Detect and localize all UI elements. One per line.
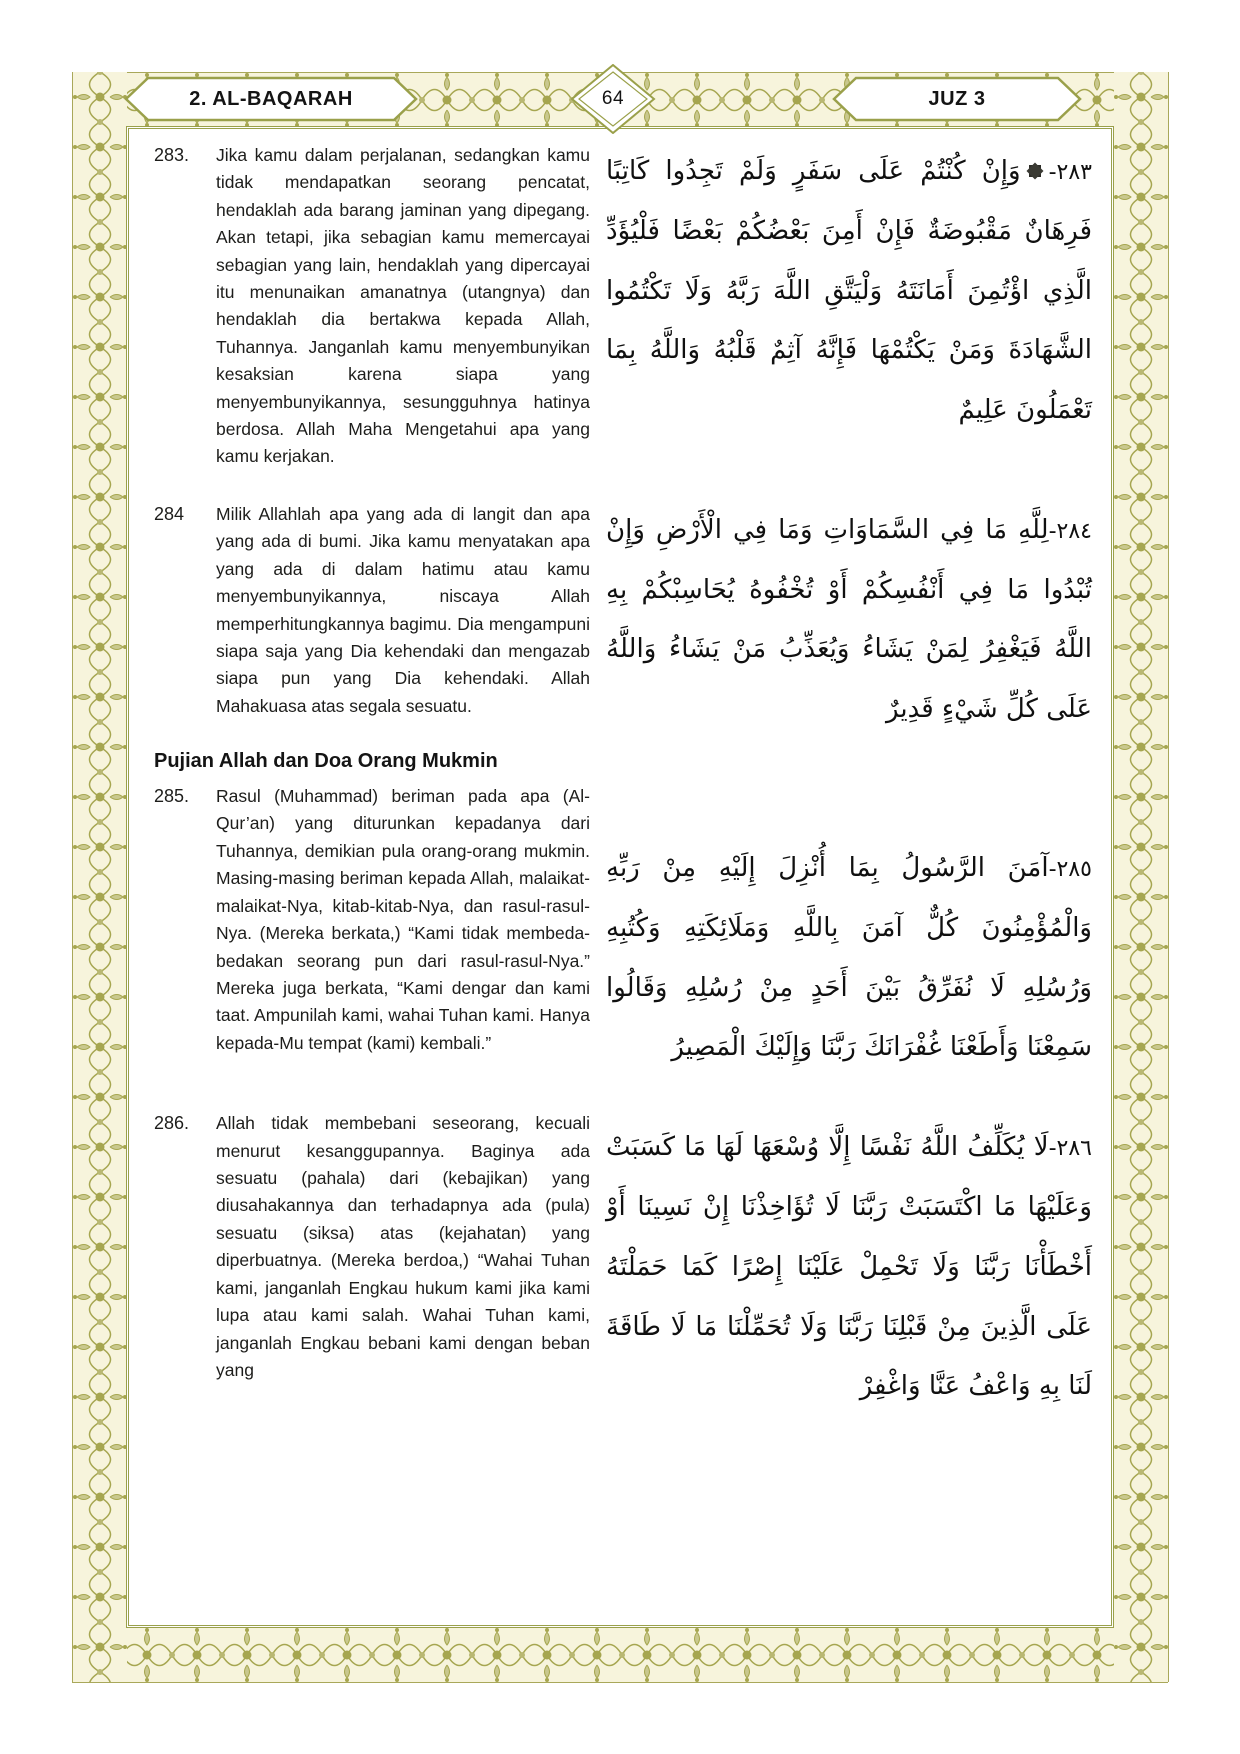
- juz-label: JUZ 3: [928, 87, 986, 110]
- verse-284-arabic-text: لِلَّهِ مَا فِي السَّمَاوَاتِ وَمَا فِي الْأَرْضِ وَإِنْ تُبْدُوا مَا فِي أَنْفُسِكُمْ أَوْ تُخْفُوهُ يُحَاسِبْكُمْ بِهِ اللَّهُ فَيَغْفِرُ لِمَنْ يَشَاءُ وَيُعَذِّبُ مَنْ يَشَاءُ وَاللَّهُ عَلَى كُلِّ شَيْءٍ قَدِيرٌ: [606, 514, 1092, 725]
- verse-286-row: [154, 1110, 1092, 1417]
- verse-283-number: 283.: [154, 145, 190, 165]
- verse-285-number: 285.: [154, 786, 190, 807]
- verse-284-translation: Milik Allahlah apa yang ada di langit dan apa yang ada di bumi. Jika kamu menyatakan apa yang ada di dalam hatimu atau kamu menyembunyikannya, niscaya Allah memperhitungkannya bagimu. Dia mengampuni siapa saja yang Dia kehendaki dan mengazab siapa pun yang Dia kehendaki. Allah Mahakuasa atas segala sesuatu.: [216, 503, 590, 716]
- page-content: [132, 132, 1108, 1622]
- verse-286-arabic-number: ٢٨٦-: [1048, 1136, 1092, 1162]
- verse-283-arabic-number: ٢٨٣-: [1048, 160, 1092, 185]
- verse-285-row: [154, 783, 1092, 1078]
- verse-286-arabic-text: لَا يُكَلِّفُ اللَّهُ نَفْسًا إِلَّا وُسْعَهَا لَهَا مَا كَسَبَتْ وَعَلَيْهَا مَا اكْتَسَبَتْ رَبَّنَا لَا تُؤَاخِذْنَا إِنْ نَسِينَا أَوْ أَخْطَأْنَا رَبَّنَا وَلَا تَحْمِلْ عَلَيْنَا إِصْرًا كَمَا حَمَلْتَهُ عَلَى الَّذِينَ مِنْ قَبْلِنَا رَبَّنَا وَلَا تُحَمِّلْنَا مَا لَا طَاقَةَ لَنَا بِهِ وَاعْفُ عَنَّا وَاغْفِرْ: [606, 1132, 1092, 1402]
- verse-286-arabic: [602, 1110, 1092, 1417]
- verse-284-row: [154, 501, 1092, 740]
- surah-badge: [124, 76, 418, 122]
- ornament-border-left: [72, 72, 127, 1682]
- rub-el-hizb-icon: [1028, 164, 1042, 178]
- verse-285-arabic: [602, 783, 1092, 1078]
- juz-badge: [832, 76, 1082, 122]
- verse-283-row: [154, 142, 1092, 471]
- page-number-badge: [570, 64, 656, 134]
- verse-284-arabic-number: ٢٨٤-: [1048, 518, 1092, 544]
- verse-285-translation: Rasul (Muhammad) beriman pada apa (Al-Qur’an) yang diturunkan kepadanya dari Tuhannya, demikian pula orang-orang mukmin. Masing-masing beriman kepada Allah, malaikat-malaikat-Nya, kitab-kitab-Nya, dan rasul-rasul-Nya. (Mereka berkata,) “Kami tidak membeda-bedakan seorang pun dari rasul-rasul-Nya.” Mereka juga berkata, “Kami dengar dan kami taat. Ampunilah kami, wahai Tuhan kami. Hanya kepada-Mu tempat (kami) kembali.”: [216, 786, 590, 1053]
- verse-283-arabic: [602, 142, 1092, 471]
- verse-285-arabic-text: آمَنَ الرَّسُولُ بِمَا أُنْزِلَ إِلَيْهِ مِنْ رَبِّهِ وَالْمُؤْمِنُونَ كُلٌّ آمَنَ بِاللَّهِ وَمَلَائِكَتِهِ وَكُتُبِهِ وَرُسُلِهِ لَا نُفَرِّقُ بَيْنَ أَحَدٍ مِنْ رُسُلِهِ وَقَالُوا سَمِعْنَا وَأَطَعْنَا غُفْرَانَكَ رَبَّنَا وَإِلَيْكَ الْمَصِيرُ: [606, 853, 1092, 1063]
- verse-285-arabic-number: ٢٨٥-: [1048, 857, 1092, 883]
- page-number: 64: [601, 88, 625, 109]
- verse-286-translation: Allah tidak membebani seseorang, kecuali menurut kesanggupannya. Baginya ada sesuatu (pahala) dari (kebajikan) yang diusahakannya dan terhadapnya ada (pula) sesuatu (siksa) atas (kejahatan) yang diperbuatnya. (Mereka berdoa,) “Wahai Tuhan kami, janganlah Engkau hukum kami jika kami lupa atau kami salah. Wahai Tuhan kami, janganlah Engkau bebani kami dengan beban yang: [216, 1113, 590, 1380]
- verse-284-number: 284: [154, 503, 185, 524]
- section-heading: Pujian Allah dan Doa Orang Mukmin: [154, 750, 498, 773]
- ornament-border-right: [1114, 72, 1169, 1682]
- ornament-border-bottom: [72, 1628, 1168, 1683]
- verse-284-arabic: [602, 501, 1092, 740]
- verse-283-translation: Jika kamu dalam perjalanan, sedangkan kamu tidak mendapatkan seorang pencatat, hendaklah ada barang jaminan yang dipegang. Akan tetapi, jika sebagian kamu memercayai sebagian yang lain, hendaklah yang dipercayai itu menunaikan amanatnya (utangnya) dan hendaklah dia bertakwa kepada Allah, Tuhannya. Janganlah kamu menyembunyikan kesaksian karena siapa yang menyembunyikannya, sesungguhnya hatinya berdosa. Allah Maha Mengetahui apa yang kamu kerjakan.: [216, 145, 590, 467]
- verse-283-arabic-text: وَإِنْ كُنْتُمْ عَلَى سَفَرٍ وَلَمْ تَجِدُوا كَاتِبًا فَرِهَانٌ مَقْبُوضَةٌ فَإِنْ أَمِنَ بَعْضُكُمْ بَعْضًا فَلْيُؤَدِّ الَّذِي اؤْتُمِنَ أَمَانَتَهُ وَلْيَتَّقِ اللَّهَ رَبَّهُ وَلَا تَكْتُمُوا الشَّهَادَةَ وَمَنْ يَكْتُمْهَا فَإِنَّهُ آثِمٌ قَلْبُهُ وَاللَّهُ بِمَا تَعْمَلُونَ عَلِيمٌ: [606, 156, 1092, 426]
- surah-label: 2. AL-BAQARAH: [189, 87, 353, 110]
- verse-286-number: 286.: [154, 1113, 190, 1134]
